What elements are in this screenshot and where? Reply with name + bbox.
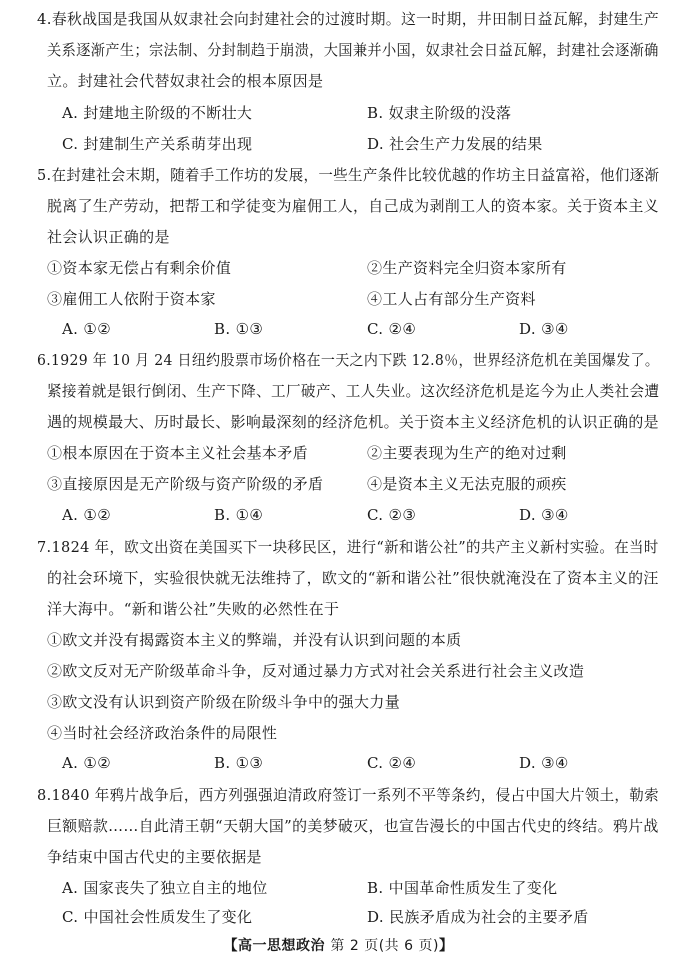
question-5-item-1: ①资本家无偿占有剩余价值 [47, 259, 232, 277]
question-7-stem-line-1: 7.1824 年，欧文出资在美国买下一块移民区，进行“新和谐公社”的共产主义新村实验。在当时 [37, 538, 659, 556]
question-7-stem-line-2: 的社会环境下，实验很快就无法维持了，欧文的“新和谐公社”很快就淹没在了资本主义的汪 [47, 569, 659, 587]
question-5-stem-line-2: 脱离了生产劳动，把帮工和学徒变为雇佣工人，自己成为剥削工人的资本家。关于资本主义 [47, 197, 659, 215]
question-8-option-a[interactable]: A. 国家丧失了独立自主的地位 [62, 879, 268, 897]
question-7-item-1: ①欧文并没有揭露资本主义的弊端，并没有认识到问题的本质 [47, 631, 462, 649]
question-8-stem-line-2: 巨额赔款……自此清王朝“天朝大国”的美梦破灭，也宣告漫长的中国古代史的终结。鸦片战 [47, 817, 659, 835]
question-6-item-4: ④是资本主义无法克服的顽疾 [367, 475, 567, 493]
question-5-item-4: ④工人占有部分生产资料 [367, 290, 536, 308]
question-5-choice-b[interactable]: B. ①③ [214, 320, 264, 338]
question-7-choice-a[interactable]: A. ①② [62, 754, 112, 772]
page-footer [0, 935, 677, 955]
question-5-stem-line-3: 社会认识正确的是 [47, 228, 170, 246]
question-7-item-2: ②欧文反对无产阶级革命斗争，反对通过暴力方式对社会关系进行社会主义改造 [47, 662, 585, 680]
question-7-choice-c[interactable]: C. ②④ [367, 754, 417, 772]
question-8-stem-line-3: 争结束中国古代史的主要依据是 [47, 848, 262, 866]
question-4-option-c[interactable]: C. 封建制生产关系萌芽出现 [62, 135, 253, 153]
question-5-item-3: ③雇佣工人依附于资本家 [47, 290, 216, 308]
question-7-stem-line-3: 洋大海中。“新和谐公社”失败的必然性在于 [47, 600, 340, 618]
question-6-item-3: ③直接原因是无产阶级与资产阶级的矛盾 [47, 475, 324, 493]
question-7-item-4: ④当时社会经济政治条件的局限性 [47, 724, 278, 742]
question-5-stem-line-1: 5.在封建社会末期，随着手工作坊的发展，一些生产条件比较优越的作坊主日益富裕，他们逐渐 [37, 166, 660, 184]
question-5-choice-a[interactable]: A. ①② [62, 320, 112, 338]
question-4-option-b[interactable]: B. 奴隶主阶级的没落 [367, 104, 512, 122]
footer-close-bracket: 】 [438, 938, 454, 954]
question-8-option-c[interactable]: C. 中国社会性质发生了变化 [62, 908, 253, 926]
question-8-stem-line-1: 8.1840 年鸦片战争后，西方列强强迫清政府签订一系列不平等条约，侵占中国大片领土，勒索 [37, 786, 659, 804]
question-5-choice-c[interactable]: C. ②④ [367, 320, 417, 338]
question-5-choice-d[interactable]: D. ③④ [519, 320, 569, 338]
question-6-choice-b[interactable]: B. ①④ [214, 506, 264, 524]
question-4-option-a[interactable]: A. 封建地主阶级的不断壮大 [62, 104, 253, 122]
question-6-stem-line-3: 遇的规模最大、历时最长、影响最深刻的经济危机。关于资本主义经济危机的认识正确的是 [47, 413, 659, 431]
question-5-item-2: ②生产资料完全归资本家所有 [367, 259, 567, 277]
question-4-stem-line-3: 立。封建社会代替奴隶社会的根本原因是 [47, 72, 324, 90]
question-6-stem-line-1: 6.1929 年 10 月 24 日纽约股票市场价格在一天之内下跌 12.8％，世界经济危机在美国爆发了。 [37, 351, 660, 369]
question-8-option-d[interactable]: D. 民族矛盾成为社会的主要矛盾 [367, 908, 589, 926]
question-4-option-d[interactable]: D. 社会生产力发展的结果 [367, 135, 543, 153]
footer-subject: 【高一思想政治 [223, 938, 326, 954]
footer-page-number: 第 2 页(共 6 页) [330, 938, 439, 954]
question-7-choice-b[interactable]: B. ①③ [214, 754, 264, 772]
question-4-stem-line-2: 关系逐渐产生；宗法制、分封制趋于崩溃，大国兼并小国，奴隶社会日益瓦解，封建社会逐渐确 [47, 41, 659, 59]
question-7-choice-d[interactable]: D. ③④ [519, 754, 569, 772]
question-6-choice-d[interactable]: D. ③④ [519, 506, 569, 524]
question-4-stem-line-1: 4.春秋战国是我国从奴隶社会向封建社会的过渡时期。这一时期，井田制日益瓦解，封建生产 [37, 10, 660, 28]
question-7-item-3: ③欧文没有认识到资产阶级在阶级斗争中的强大力量 [47, 693, 401, 711]
question-6-item-2: ②主要表现为生产的绝对过剩 [367, 444, 567, 462]
question-6-item-1: ①根本原因在于资本主义社会基本矛盾 [47, 444, 308, 462]
question-8-option-b[interactable]: B. 中国革命性质发生了变化 [367, 879, 558, 897]
question-6-choice-c[interactable]: C. ②③ [367, 506, 417, 524]
question-6-stem-line-2: 紧接着就是银行倒闭、生产下降、工厂破产、工人失业。这次经济危机是迄今为止人类社会遭 [47, 382, 660, 400]
question-6-choice-a[interactable]: A. ①② [62, 506, 112, 524]
